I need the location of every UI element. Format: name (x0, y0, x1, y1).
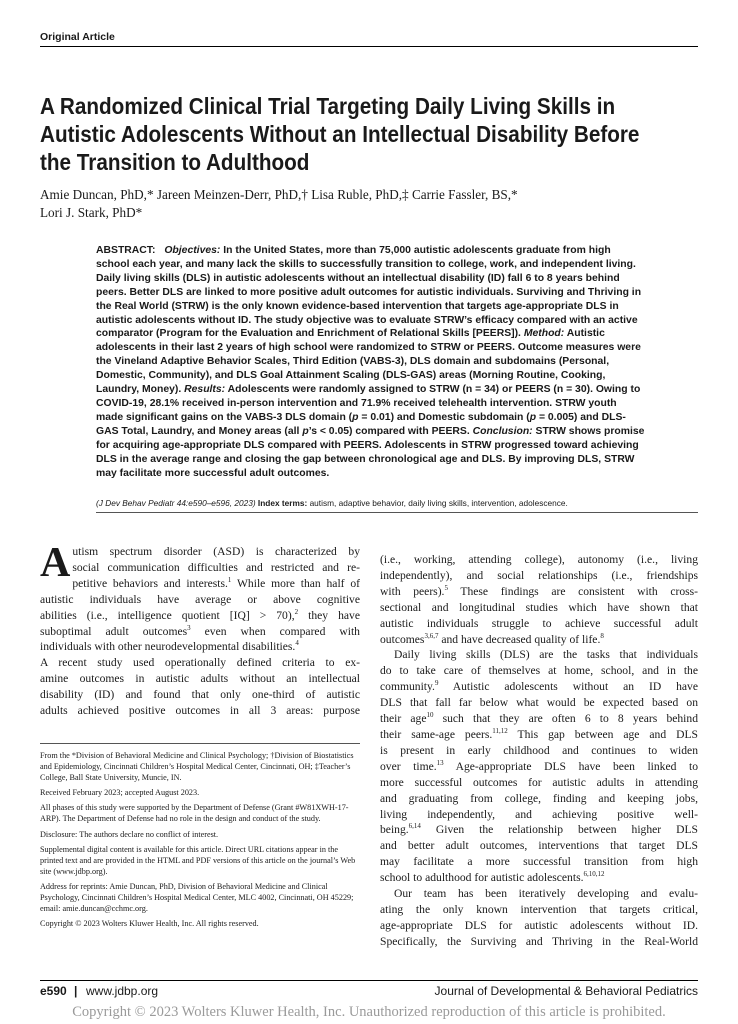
drop-cap: A (40, 540, 71, 586)
abstract-line: Daily living skills (DLS) in autistic adolescents without an intellectual disability (ID) fall 6 to 8 years behind (96, 272, 620, 284)
journal-name: Journal of Developmental & Behavioral Pediatrics (434, 984, 698, 998)
citation-ref: 3 (187, 623, 191, 632)
abstract-results-heading: Results: (184, 384, 226, 396)
abstract-line: the Vineland Adaptive Behavior Scales, Third Edition (VABS-3), DLS domain and subdomains (Personal, (96, 356, 610, 368)
citation-ref: 13 (436, 758, 444, 767)
abstract-line: for acquiring age-appropriate DLS compared with PEERS. Adolescents in STRW progressed toward achieving (96, 439, 639, 451)
journal-website-link[interactable]: www.jdbp.org (86, 984, 159, 998)
citation-ref: 5 (444, 583, 448, 592)
body-line: ating the only known intervention that targets critical, (380, 902, 698, 916)
body-line: and better adult outcomes, interventions that target DLS (380, 839, 698, 853)
citation-ref: 6,14 (408, 822, 421, 831)
p-symbol: p (529, 411, 537, 423)
abstract-line: Domestic, Community), and DLS Goal Attainment Scaling (DLS-GAS) areas (Morning Routine, Cooking, (96, 370, 606, 382)
abstract-objectives-heading: Objectives: (164, 245, 221, 256)
body-line: A recent study used operationally defined criteria to ex- (40, 656, 360, 670)
index-terms: autism, adaptive behavior, daily living skills, intervention, adolescence. (309, 498, 568, 508)
citation-ref: 8 (600, 631, 604, 640)
citation-ref: 6,10,12 (583, 870, 605, 879)
abstract-line: = 0.005) and DLS- (536, 411, 626, 423)
abstract-line: DLS in the average range and closing the gap between chronological age and DLS. By improving DLS, STRW (96, 453, 635, 465)
footer-separator: | (74, 984, 78, 998)
citation-ref: 3,6,7 (424, 631, 439, 640)
article-type-label: Original Article (40, 31, 115, 43)
footnote-copyright: Copyright © 2023 Wolters Kluwer Health, Inc. All rights reserved. (40, 919, 259, 929)
body-line: with peers).$^5$ These findings are consistent with cross- (380, 583, 699, 598)
body-line: amine outcomes in autistic adults without an intellectual (40, 672, 360, 686)
body-line: independently), and social relationships (i.e., friendships (380, 568, 698, 582)
body-line: do to take care of themselves at home, school, and in the (380, 664, 698, 678)
abstract-method-heading: Method: (523, 328, 565, 340)
body-line: social communication difficulties and restricted and re- (72, 560, 360, 574)
body-line: community.$^9$ Autistic adolescents without an ID have (380, 679, 698, 694)
title-line: Autistic Adolescents Without an Intellectual Disability Before (40, 121, 640, 147)
body-line: autistic individuals have average or above cognitive (40, 592, 360, 606)
abstract-line: STRW shows promise (535, 425, 645, 437)
abstract-divider (96, 512, 698, 513)
citation-reference: (J Dev Behav Pediatr 44:e590–e596, 2023) (96, 498, 256, 508)
footnote-affiliations: From the *Division of Behavioral Medicine and Clinical Psychology; †Division of Biostatistics and Epidemiology, Cincinnati Children’s Hospital Medical Center, Cincinnati, OH; ‡Teacher’s College, Ball State University, Muncie, IN. (40, 751, 354, 783)
body-line: more successful outcomes for autistic adults in attending (380, 775, 698, 789)
body-line: and graduating from college, finding and keeping jobs, (380, 791, 698, 805)
body-line: (i.e., working, attending college), autonomy (i.e., living (380, 553, 698, 566)
abstract-line: In the United States, more than 75,000 autistic adolescents graduate from high (223, 245, 611, 256)
body-line: DLS that fall far below what would be expected based on (380, 696, 698, 710)
article-title (40, 92, 640, 176)
body-line: age-appropriate DLS for autistic adolescents without ID. (380, 918, 698, 932)
body-line: petitive behaviors and interests.$^1$ While more than half of (72, 575, 360, 590)
abstract-line: autistic adolescents without ID. The study objective was to evaluate STRW’s efficacy compared with an active (96, 314, 638, 326)
footnotes (40, 750, 362, 933)
body-line: Our team has been iteratively developing and evalu- (394, 887, 698, 901)
body-line: over time.$^{13}$ Age-appropriate DLS have been linked to (380, 758, 698, 773)
footnote-received: Received February 2023; accepted August 2023. (40, 788, 200, 798)
author-line: Amie Duncan, PhD,* Jareen Meinzen-Derr, PhD,† Lisa Ruble, PhD,‡ Carrie Fassler, BS,* (40, 187, 518, 202)
title-line: the Transition to Adulthood (40, 149, 310, 175)
abstract (96, 244, 698, 480)
header-divider (40, 46, 698, 47)
body-line: is present in early childhood and continues to widen (380, 743, 698, 757)
abstract-line: Adolescents were randomly assigned to STRW (n = 34) or PEERS (n = 30). Owing to (227, 384, 641, 396)
body-line: school to adulthood for autistic adolescents.$^{6,10,12}$ (380, 870, 605, 885)
p-symbol: p (352, 411, 359, 423)
page-number: e590 (40, 984, 67, 998)
abstract-heading: ABSTRACT: (96, 245, 156, 256)
abstract-line: ’s < 0.05) compared with PEERS. (308, 425, 470, 437)
footnote-divider (40, 743, 360, 744)
body-line: suboptimal adult outcomes$^3$ even when compared with (40, 623, 360, 638)
abstract-line: peers. Better DLS are linked to more positive adult outcomes for autistic individuals. Surviving and Thriving in (96, 286, 642, 298)
abstract-line: GAS Total, Laundry, and Money areas (all (96, 425, 303, 437)
body-line: being.$^{6,14}$ Given the relationship between higher DLS (380, 822, 698, 837)
author-list (40, 186, 680, 222)
citation-ref: 9 (434, 679, 439, 688)
abstract-line: = 0.01) and Domestic subdomain ( (358, 411, 530, 423)
body-column-left (40, 540, 360, 719)
title-line: A Randomized Clinical Trial Targeting Daily Living Skills in (40, 93, 616, 119)
body-line: utism spectrum disorder (ASD) is characterized by (72, 545, 360, 558)
abstract-line: made significant gains on the VABS-3 DLS domain ( (96, 411, 353, 423)
body-line: abilities (i.e., intelligence quotient [IQ] > 70),$^2$ they have (40, 607, 360, 622)
citation-ref: 11,12 (492, 726, 508, 735)
citation-ref: 2 (294, 607, 299, 616)
body-line: may facilitate a more successful transition from high (380, 855, 698, 869)
footer-divider (40, 980, 698, 981)
citation-ref: 4 (295, 639, 299, 648)
citation-ref: 1 (227, 575, 232, 584)
body-line: their same-age peers.$^{11,12}$ This gap between age and DLS (380, 726, 698, 741)
body-column-right (380, 552, 698, 950)
body-line: individuals with other neurodevelopmental disabilities.$^4$ (40, 639, 299, 654)
body-line: autistic individuals struggle to achieve successful adult (380, 616, 698, 630)
abstract-line: comparator (Program for the Evaluation and Enrichment of Relational Skills [PEERS]). (96, 328, 521, 340)
footnote-support: All phases of this study were supported by the Department of Defense (Grant #W81XWH-17-ARP). The Department of Defense had no role in the design and conduct of the study. (40, 803, 349, 824)
abstract-line: the Real World (STRW) is the only known evidence-based intervention that targets age-appropriate DLS in (96, 300, 619, 312)
footnote-reprints: Address for reprints: Amie Duncan, PhD, Division of Behavioral Medicine and Clinical Psychology, Cincinnati Children’s Hospital Medical Center, MLC 4002, Cincinnati, OH 45229; email: amie.duncan@cchmc.org. (40, 881, 354, 914)
abstract-line: Laundry, Money). (96, 384, 182, 396)
body-line: Specifically, the Surviving and Thriving in the Real-World (380, 934, 698, 948)
abstract-line: adolescents in their last 2 years of high school were randomized to STRW or PEERS. Outcome measures were (96, 342, 641, 354)
body-line: disability (ID) and found that only one-third of autistic (40, 688, 360, 702)
index-terms-label: Index terms: (257, 498, 308, 508)
body-line: their age$^{10}$ such that they are often 6 to 8 years behind (380, 711, 698, 726)
body-line: outcomes$^{3,6,7}$ and have decreased quality of life.$^8$ (380, 631, 604, 646)
body-line: sectional and longitudinal studies which have shown that (380, 600, 698, 614)
abstract-line: Autistic (566, 328, 605, 340)
body-line: Daily living skills (DLS) are the tasks that individuals (394, 648, 698, 662)
body-line: adults achieved positive outcomes in all 3 areas: purpose (40, 704, 360, 718)
abstract-line: may facilitate more successful adult outcomes. (96, 467, 330, 479)
copyright-banner: Copyright © 2023 Wolters Kluwer Health, Inc. Unauthorized reproduction of this article is prohibited. (72, 1004, 666, 1020)
citation-ref: 10 (426, 711, 434, 720)
abstract-line: COVID-19, 28.1% received in-person intervention and 71.9% received telehealth intervention. STRW youth (96, 397, 617, 409)
abstract-conclusion-heading: Conclusion: (472, 425, 533, 437)
p-symbol: p (302, 425, 309, 437)
body-line: living independently, and achieving positive well- (380, 807, 698, 821)
citation-line (96, 498, 698, 508)
abstract-line: school each year, and many lack the skills to successfully transition to college, work, and independent living. (96, 258, 636, 270)
footnote-supplemental: Supplemental digital content is available for this article. Direct URL citations appear in the printed text and are provided in the HTML and PDF versions of this article on the journal’s Web site (www.jdbp.org). (40, 844, 356, 876)
author-line: Lori J. Stark, PhD* (40, 205, 143, 220)
footnote-disclosure: Disclosure: The authors declare no conflict of interest. (40, 829, 219, 839)
